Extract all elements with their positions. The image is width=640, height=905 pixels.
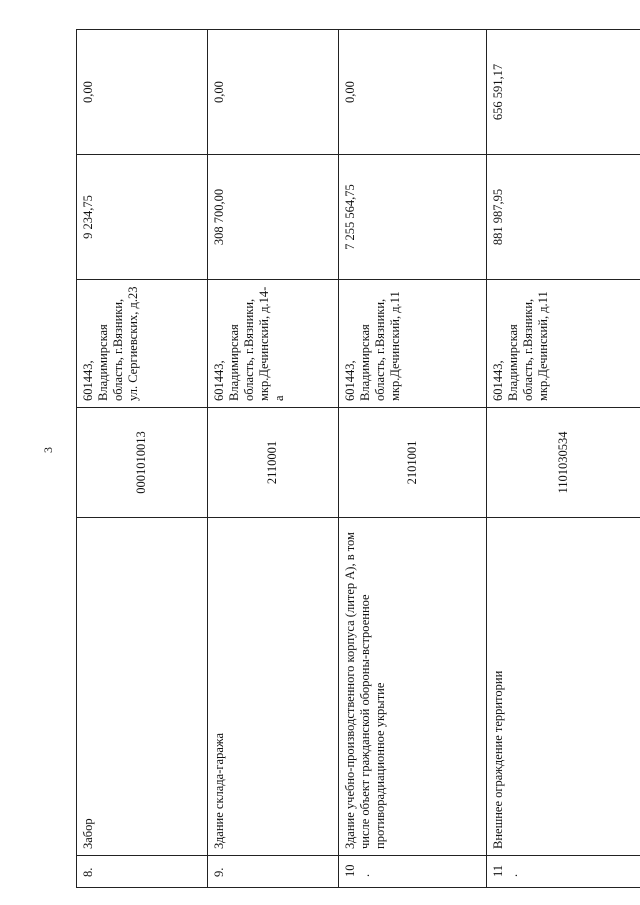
table-row xyxy=(77,30,208,888)
rotated-table-container xyxy=(76,30,640,888)
object-address: 601443, Владимирская область, г.Вязники, мкр.Дечинский, д.14-а xyxy=(207,280,338,408)
row-number: 11. xyxy=(487,856,640,888)
row-number: 8. xyxy=(77,856,208,888)
page-number: 3 xyxy=(41,447,55,453)
residual-value: 0,00 xyxy=(207,30,338,155)
row-number: 10. xyxy=(338,856,486,888)
table-rotation-wrapper xyxy=(76,30,640,888)
table-row xyxy=(338,30,486,888)
book-value: 7 255 564,75 xyxy=(338,155,486,280)
property-table xyxy=(76,29,640,888)
table-row xyxy=(207,30,338,888)
object-address: 601443, Владимирская область, г.Вязники, мкр.Дечинский, д.11 xyxy=(487,280,640,408)
residual-value: 656 591,17 xyxy=(487,30,640,155)
inventory-number: 1101030534 xyxy=(487,408,640,518)
object-address: 601443, Владимирская область, г.Вязники, ул. Сергиевских, д.23 xyxy=(77,280,208,408)
book-value: 308 700,00 xyxy=(207,155,338,280)
table-row xyxy=(487,30,640,888)
object-address: 601443, Владимирская область, г.Вязники, мкр.Дечинский, д.11 xyxy=(338,280,486,408)
object-name: Здание учебно-производственного корпуса (литер А), в том числе объект гражданской обороны-встроенное противорадиационное укрытие xyxy=(338,518,486,856)
inventory-number: 0001010013 xyxy=(77,408,208,518)
book-value: 9 234,75 xyxy=(77,155,208,280)
inventory-number: 2101001 xyxy=(338,408,486,518)
object-name: Забор xyxy=(77,518,208,856)
inventory-number: 2110001 xyxy=(207,408,338,518)
row-number: 9. xyxy=(207,856,338,888)
object-name: Внешнее ограждение территории xyxy=(487,518,640,856)
object-name: Здание склада-гаража xyxy=(207,518,338,856)
book-value: 881 987,95 xyxy=(487,155,640,280)
residual-value: 0,00 xyxy=(338,30,486,155)
residual-value: 0,00 xyxy=(77,30,208,155)
